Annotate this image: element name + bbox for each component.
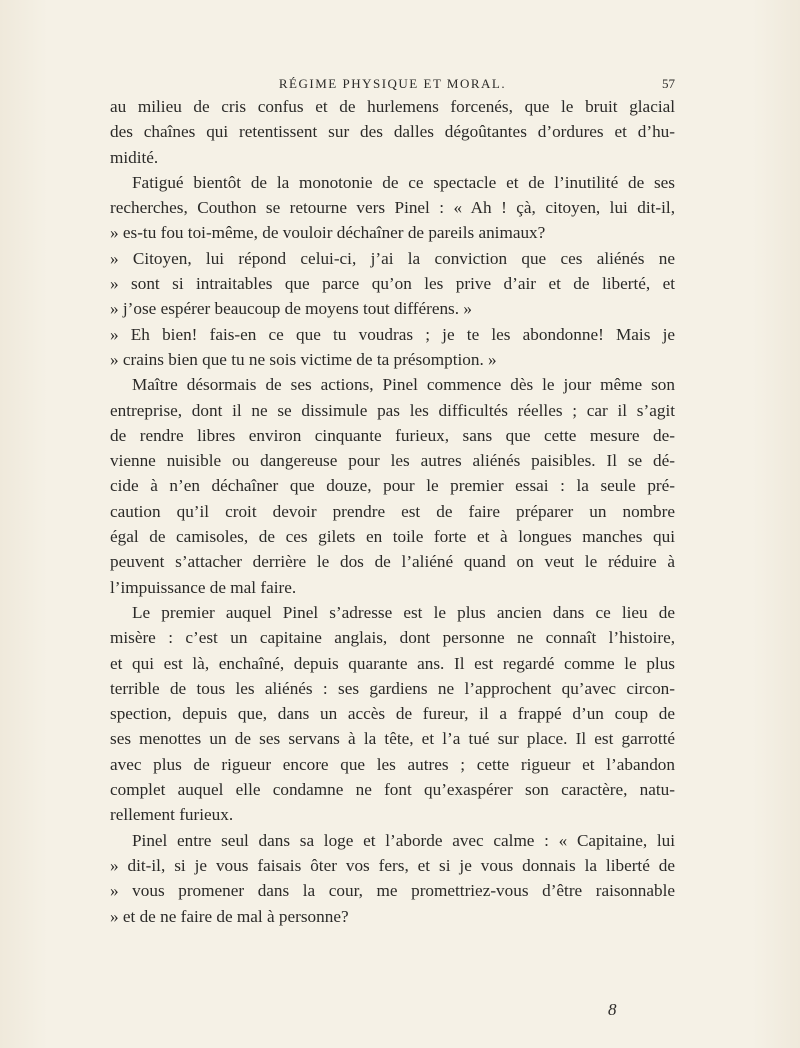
text-line: misère : c’est un capitaine anglais, dont personne ne connaît l’histoire, [110,628,675,648]
text-line: recherches, Couthon se retourne vers Pinel : « Ah ! çà, citoyen, lui dit-il, [110,198,675,218]
body-text [110,94,675,929]
text-line: terrible de tous les aliénés : ses gardiens ne l’approchent qu’avec circon- [110,678,675,698]
text-line: » et de ne faire de mal à personne? [110,906,349,926]
text-line: ses menottes un de ses servans à la tête, et l’a tué sur place. Il est garrotté [110,729,675,749]
text-line: Pinel entre seul dans sa loge et l’aborde avec calme : « Capitaine, lui [132,830,675,850]
page-number: 57 [662,76,675,91]
running-head: RÉGIME PHYSIQUE ET MORAL. [278,76,507,91]
text-line: égal de camisoles, de ces gilets en toile forte et à longues manches qui [110,527,675,547]
text-line: peuvent s’attacher derrière le dos de l’aliéné quand on veut le réduire à [110,552,675,572]
text-line: au milieu de cris confus et de hurlemens forcenés, que le bruit glacial [110,97,675,116]
text-line: de rendre libres environ cinquante furieux, sans que cette mesure de- [110,425,675,445]
text-line: rellement furieux. [110,805,234,825]
text-line: » crains bien que tu ne sois victime de ta présomption. » [110,349,497,369]
text-line: Le premier auquel Pinel s’adresse est le plus ancien dans ce lieu de [132,602,675,622]
text-line: entreprise, dont il ne se dissimule pas les difficultés réelles ; car il s’agit [110,400,675,420]
text-line: des chaînes qui retentissent sur des dalles dégoûtantes d’ordures et d’hu- [110,122,675,142]
text-line: » sont si intraitables que parce qu’on les prive d’air et de liberté, et [110,274,675,294]
text-line: l’impuissance de mal faire. [110,577,297,597]
text-line: » j’ose espérer beaucoup de moyens tout différens. » [110,299,472,319]
text-line: » dit-il, si je vous faisais ôter vos fers, et si je vous donnais la liberté de [110,855,675,875]
text-line: cide à n’en déchaîner que douze, pour le premier essai : la seule pré- [110,476,675,496]
text-line: spection, depuis que, dans un accès de fureur, il a frappé d’un coup de [110,704,675,724]
text-line: » es-tu fou toi-même, de vouloir déchaîner de pareils animaux? [110,223,546,243]
text-line: vienne nuisible ou dangereuse pour les autres aliénés paisibles. Il se dé- [110,451,675,471]
text-line: » vous promener dans la cour, me promettriez-vous d’être raisonnable [110,881,675,901]
text-line: complet auquel elle condamne ne font qu’exaspérer son caractère, natu- [110,780,675,800]
text-line: caution qu’il croit devoir prendre est de faire préparer un nombre [110,501,675,521]
text-line: » Citoyen, lui répond celui-ci, j’ai la conviction que ces aliénés ne [110,248,675,268]
text-line: et qui est là, enchaîné, depuis quarante ans. Il est regardé comme le plus [110,653,675,673]
page-header [110,76,675,96]
text-line: Fatigué bientôt de la monotonie de ce spectacle et de l’inutilité de ses [132,172,675,192]
text-line: midité. [110,147,159,167]
signature-mark: 8 [608,1000,617,1019]
text-line: avec plus de rigueur encore que les autres ; cette rigueur et l’abandon [110,754,675,774]
text-line: Maître désormais de ses actions, Pinel commence dès le jour même son [132,375,675,395]
text-line: » Eh bien! fais-en ce que tu voudras ; je te les abondonne! Mais je [110,324,675,344]
